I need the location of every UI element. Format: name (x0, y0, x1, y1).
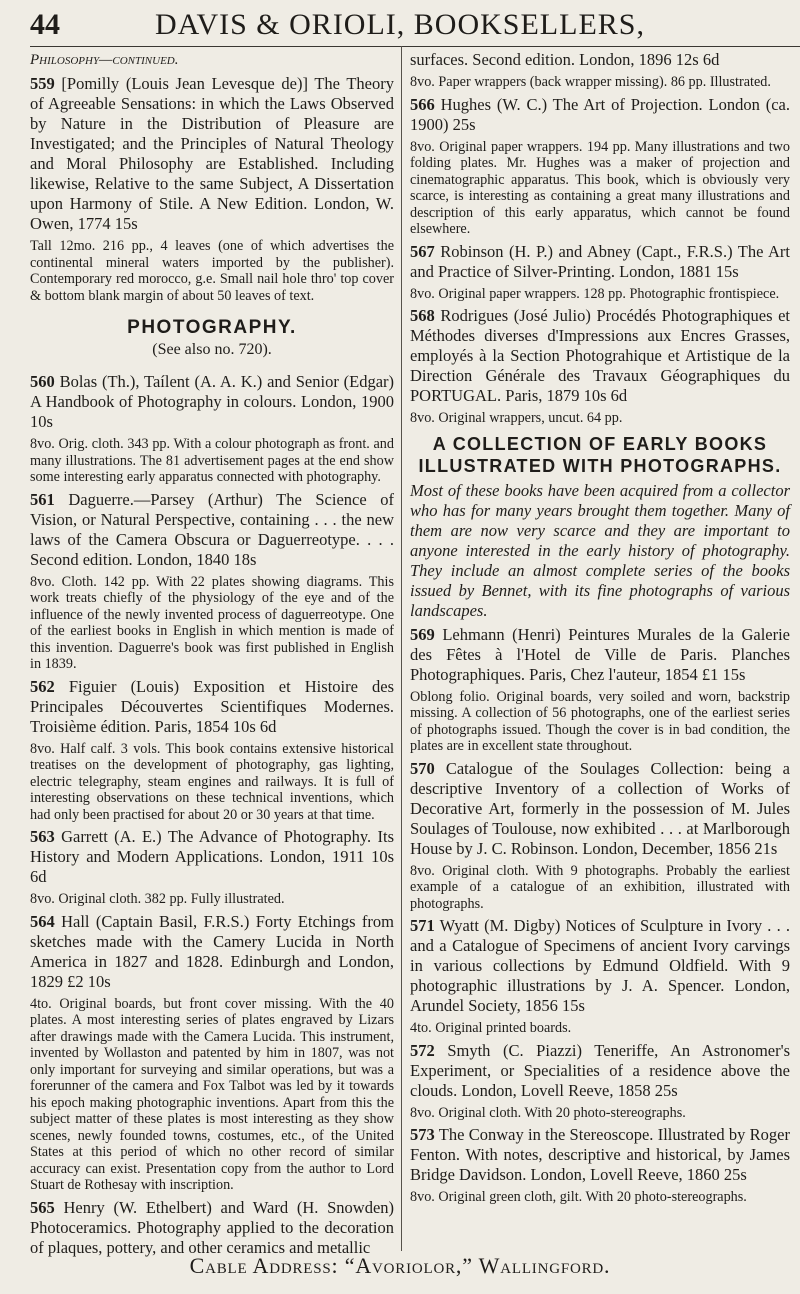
entry-572 (410, 1041, 790, 1101)
entry-title: Hall (Captain Basil, F.R.S.) Forty Etchings from sketches made with the Camery Lucida in North America in 1827 and 1828. Edinburgh and London, 1829 £2 10s (30, 911, 394, 991)
entry-detail: Tall 12mo. 216 pp., 4 leaves (one of which advertises the continental mineral waters imported by the publisher). Contemporary red morocco, g.e. Small nail hole thro' top cover & bottom blank margin of about 50 leaves of text. (30, 238, 394, 304)
entry-detail: 8vo. Original cloth. With 9 photographs. Probably the earliest example of a catalogue of an exhibition, illustrated with photographs. (410, 862, 790, 912)
entry-565 (30, 1198, 394, 1258)
entry-title: Robinson (H. P.) and Abney (Capt., F.R.S.) The Art and Practice of Silver-Printing. London, 1881 15s (410, 241, 791, 281)
entry-567 (410, 242, 790, 282)
entry-number: 562 (30, 676, 55, 696)
entry-number: 560 (30, 372, 55, 391)
entry-title: Lehmann (Henri) Peintures Murales de la Galerie des Fêtes à l'Hotel de Ville de Paris. Planches Photographiques. Paris, Chez l'auteur, 1854 £1 15s (410, 624, 791, 684)
entry-title: Daguerre.—Parsey (Arthur) The Science of Vision, or Natural Perspective, containing . . . the new laws of the Camera Obscura or Daguerreotype. . . . Second edition. London, 1840 18s (30, 489, 394, 569)
entry-detail: 8vo. Orig. cloth. 343 pp. With a colour photograph as front. and many illustrations. The 81 advertisement pages at the end show some interesting early apparatus connected with photography. (30, 436, 394, 485)
entry-number: 570 (410, 758, 435, 778)
entry-detail: 8vo. Original cloth. 382 pp. Fully illustrated. (30, 891, 285, 907)
entry-detail: 8vo. Half calf. 3 vols. This book contains extensive historical treatises on the development of photography, gas lighting, electric telegraphy, steam engines and railways. It is full of interesting observations on these technical inventions, which had only been practised for about 20 or 30 years at that time. (30, 740, 394, 823)
entry-number: 569 (410, 624, 435, 644)
entry-title: Bolas (Th.), Taílent (A. A. K.) and Senior (Edgar) A Handbook of Photography in colours. London, 1900 10s (30, 372, 395, 431)
entry-565-continued: surfaces. Second edition. London, 1896 12s 6d (410, 50, 720, 69)
entry-title: Henry (W. Ethelbert) and Ward (H. Snowden) Photoceramics. Photography applied to the decoration of plaques, pottery, and other ceramics and metallic (30, 1197, 395, 1257)
entry-570 (410, 759, 790, 859)
publisher-heading: DAVIS & ORIOLI, BOOKSELLERS, (155, 8, 645, 41)
running-head (30, 6, 800, 47)
entry-detail: 8vo. Original paper wrappers. 128 pp. Photographic frontispiece. (410, 285, 780, 302)
entry-detail: 8vo. Paper wrappers (back wrapper missing). 86 pp. Illustrated. (410, 74, 771, 90)
entry-573 (410, 1125, 790, 1185)
entry-number: 564 (30, 911, 55, 931)
entry-detail: 8vo. Cloth. 142 pp. With 22 plates showing diagrams. This work treats chiefly of the physiology of the eye and of the influence of the newly invented process of daguerreotype. One of the earliest books in English in which mention is made of this invention. Daguerre's book was first published in English in 1839. (30, 573, 394, 672)
entry-title: Rodrigues (José Julio) Procédés Photographiques et Méthodes diverses d'Impressions aux Encres Grasses, employés à la Section Photograhique et Artistique de la Direction Générale des Travaux Géographiques du PORTUGAL. Paris, 1879 10s 6d (410, 306, 791, 405)
entry-number: 565 (30, 1197, 55, 1217)
right-column (410, 50, 790, 1210)
entry-title: [Pomilly (Louis Jean Levesque de)] The Theory of Agreeable Sensations: in which the Laws Observed by Nature in the Distribution of Pleasure are Investigated; and the Principles of Natural Theology and Moral Philosophy are Established. Including likewise, Relative to the same Subject, A Dissertation upon Harmony of Stile. A New Edition. London, W. Owen, 1774 15s (30, 74, 394, 233)
entry-number: 566 (410, 94, 435, 114)
entry-detail: 8vo. Original cloth. With 20 photo-stereographs. (410, 1104, 686, 1121)
entry-562 (30, 677, 394, 737)
left-column (30, 50, 394, 1262)
entry-title: Garrett (A. E.) The Advance of Photography. Its History and Modern Applications. London, 1911 10s 6d (30, 827, 394, 886)
entry-571 (410, 916, 790, 1016)
entry-detail: 8vo. Original green cloth, gilt. With 20 photo-stereographs. (410, 1189, 747, 1205)
continued-heading: Philosophy—continued. (30, 52, 179, 68)
entry-title: Wyatt (M. Digby) Notices of Sculpture in Ivory . . . and a Catalogue of Specimens of ancient Ivory carvings in various collections by Edmund Oldfield. With 9 photographic illustrations by J. A. Spencer. London, Arundel Society, 1856 15s (410, 916, 790, 1015)
entry-number: 572 (410, 1040, 435, 1060)
entry-564 (30, 912, 394, 992)
section-subtitle: (See also no. 720). (152, 341, 272, 358)
entry-detail: 8vo. Original paper wrappers. 194 pp. Many illustrations and two folding plates. Mr. Hughes was a maker of projection and cinematographic apparatus. This book, which is obviously very scarce, is interesting as containing a great many illustrations and description of this early apparatus, which cannot be found elsewhere. (410, 138, 790, 237)
entry-number: 568 (410, 306, 435, 325)
collection-intro: Most of these books have been acquired from a collector who has for many years brought them together. Many of them are now very scarce and they are important to anyone interested in the early history of photography. They include an almost complete series of the books issued by Bennet, with its fine photographs of various landscapes. (410, 480, 790, 620)
collection-heading: A COLLECTION OF EARLY BOOKS ILLUSTRATED WITH PHOTOGRAPHS. (418, 433, 782, 476)
column-divider (401, 46, 402, 1251)
cable-address-footer: Cable Address: “Avoriolor,” Wallingford. (189, 1253, 611, 1278)
entry-title: Catalogue of the Soulages Collection: being a descriptive Inventory of a collection of Works of Decorative Art, formerly in the possession of M. Jules Soulages of Toulouse, now exhibited . . . at Marlborough House by J. C. Robinson. London, December, 1856 21s (410, 758, 791, 858)
entry-number: 567 (410, 241, 435, 261)
page-number: 44 (30, 8, 60, 41)
entry-560 (30, 372, 394, 432)
entry-title: The Conway in the Stereoscope. Illustrated by Roger Fenton. With notes, descriptive and historical, by James Bridge Davidson. London, Lovell Reeve, 1860 25s (410, 1125, 791, 1184)
section-title: PHOTOGRAPHY. (127, 317, 297, 338)
entry-number: 571 (410, 916, 435, 935)
entry-561 (30, 490, 394, 570)
entry-detail: 4to. Original printed boards. (410, 1020, 572, 1036)
entry-566 (410, 95, 790, 135)
entry-559 (30, 74, 394, 234)
entry-number: 563 (30, 827, 55, 846)
entry-detail: 4to. Original boards, but front cover missing. With the 40 plates. A most interesting series of plates engraved by Lizars after drawings made with the Camera Lucida. This instrument, invented by Wollaston and patented by him in 1807, was not only important for surveying and similar operations, but was a forerunner of the camera and Fox Talbot was led by it towards his epoch making photographic inventions. Apart from this the subject matter of these plates is most interesting as they show scenes, newly founded towns, costumes, etc., of the United States at this period of which no other record of similar accuracy can exist. Presentation copy from the author to Lord Stuart de Rothesay with inscription. (30, 995, 394, 1193)
entry-569 (410, 625, 790, 685)
entry-title: Figuier (Louis) Exposition et Histoire des Principales Découvertes Scientifiques Modernes. Troisième édition. Paris, 1854 10s 6d (30, 676, 394, 736)
entry-number: 561 (30, 489, 55, 509)
entry-detail: 8vo. Original wrappers, uncut. 64 pp. (410, 410, 623, 426)
entry-568 (410, 306, 790, 406)
entry-title: Smyth (C. Piazzi) Teneriffe, An Astronomer's Experiment, or Specialities of a residence above the clouds. London, Lovell Reeve, 1858 25s (410, 1040, 790, 1100)
entry-number: 559 (30, 74, 55, 93)
entry-detail: Oblong folio. Original boards, very soiled and worn, backstrip missing. A collection of 56 photographs, one of the earliest series of photographs issued. Though the cover is in bad condition, the plates are in excellent state throughout. (410, 688, 790, 754)
entry-563 (30, 827, 394, 887)
entry-title: Hughes (W. C.) The Art of Projection. London (ca. 1900) 25s (410, 94, 790, 134)
entry-number: 573 (410, 1125, 435, 1144)
